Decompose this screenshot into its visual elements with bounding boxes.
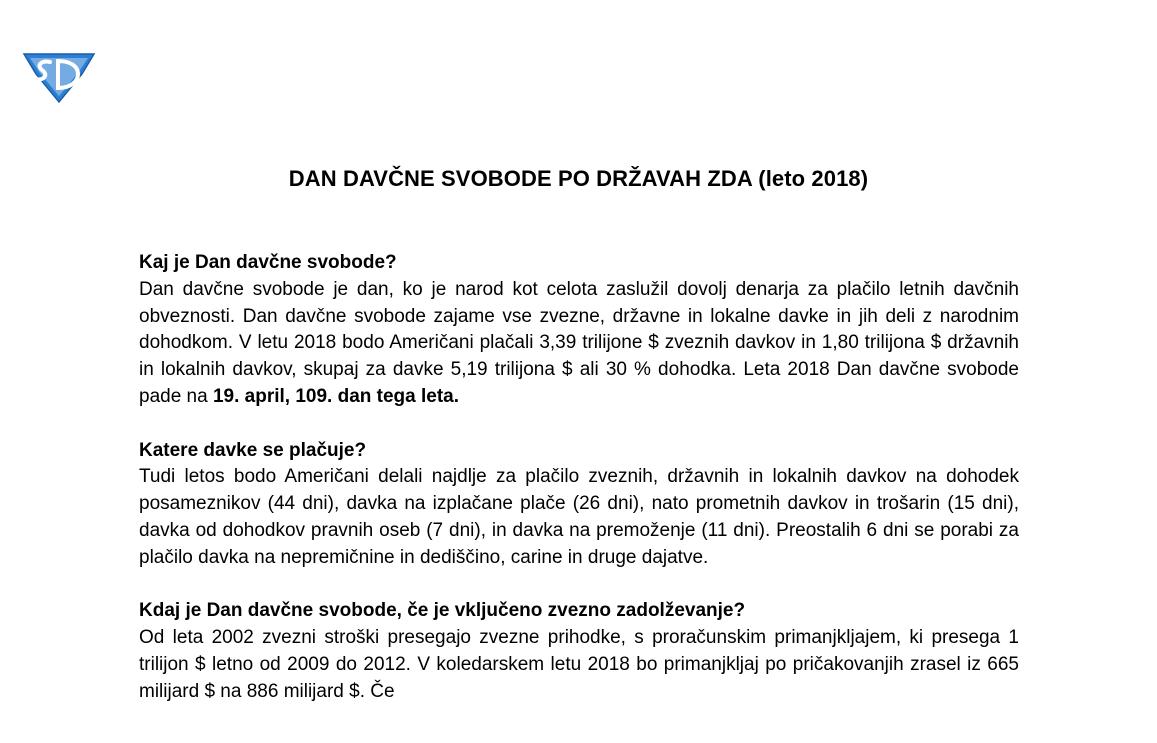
section-which-taxes bbox=[139, 438, 1019, 572]
section-heading: Katere davke se plačuje? bbox=[139, 439, 367, 461]
paragraph-text: Dan davčne svobode je dan, ko je narod kot celota zaslužil dovolj denarja za plačilo letnih davčnih obveznosti. Dan davčne svobode zajame vse zvezne, državne in lokalne davke in jih deli z narodnim dohodkom. V letu 2018 bodo Američani plačali 3,39 trilijone $ zveznih davkov in 1,80 trilijona $ državnih in lokalnih davkov, skupaj za davke 5,19 trilijona $ ali 30 % dohodka. Leta 2018 Dan davčne svobode pade na bbox=[139, 278, 1019, 407]
document-title: DAN DAVČNE SVOBODE PO DRŽAVAH ZDA (leto 2018) bbox=[288, 166, 869, 191]
section-heading: Kaj je Dan davčne svobode? bbox=[139, 252, 397, 273]
paragraph-bold-date: 19. april, 109. dan tega leta. bbox=[212, 385, 460, 407]
section-paragraph bbox=[139, 277, 1019, 411]
document-body bbox=[139, 250, 1019, 732]
section-federal-borrowing bbox=[139, 598, 1019, 705]
section-what-is-tax-freedom-day bbox=[139, 250, 1019, 411]
section-paragraph: Od leta 2002 zvezni stroški presegajo zvezne prihodke, s proračunskim primanjkljajem, ki presega 1 trilijon $ letno od 2009 do 2012. V koledarskem letu 2018 bo primanjkljaj po pričakovanjih zrasel iz 665 milijard $ na 886 milijard $. Če bbox=[139, 627, 1019, 702]
section-heading: Kdaj je Dan davčne svobode, če je vključeno zvezno zadolževanje? bbox=[139, 600, 746, 622]
company-logo-icon bbox=[22, 48, 96, 104]
section-paragraph: Tudi letos bodo Američani delali najdlje za plačilo zveznih, državnih in lokalnih davkov na dohodek posameznikov (44 dni), davka na izplačane plače (26 dni), nato prometnih davkov in trošarin (15 dni), davka od dohodkov pravnih oseb (7 dni), in davka na premoženje (11 dni). Preostalih 6 dni se porabi za plačilo davka na nepremičnine in dediščino, carine in druge dajatve. bbox=[139, 466, 1019, 568]
